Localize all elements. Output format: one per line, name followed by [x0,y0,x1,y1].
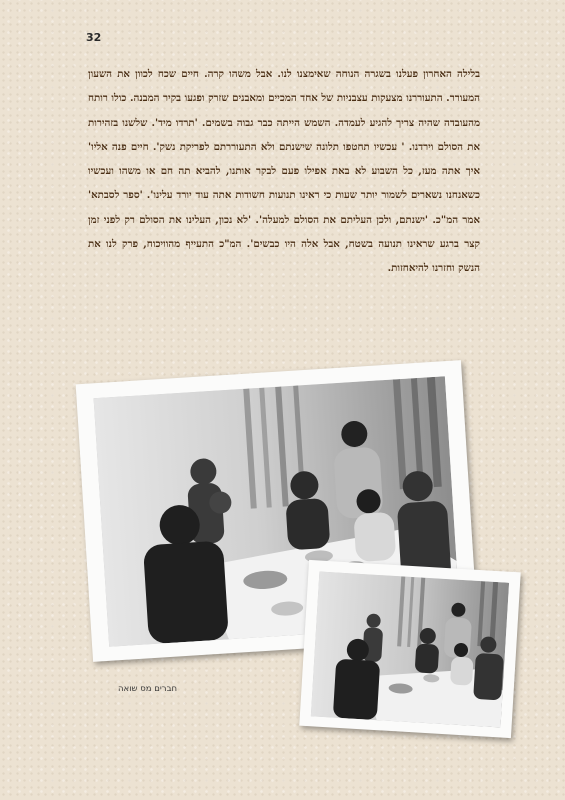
group-photo-small-image [311,571,509,727]
page-number: 32 [86,31,102,44]
body-text: בלילה האחרון פעלנו בשגרה הנוחה שאימצנו לנו. אבל משהו קרה. חיים שכח לכוון את השעון המעורר. התעוררנו מצעקות עצבניות של אחד המכיים ומאבנים שזרק ופגעו בקיר המבנה. כולו רותח מהעובדה שהיה צריך להגיע לעמדה. השמש הייתה כבר גבוה בשמים. 'תרדו מיד'. שלשנו בזהירות את הסולם וירדנו. ' עכשיו תחטפו תלונה שישנתם ולא התעוררתם לפריקת נשק'. חיים פנה אליו' איך אתה מעז, כל השבוע לא באת אפילו פעם לבקר אותנו, להביא תה חם או משהו ועכשיו כשאנחנו נשארים לשמור יותר שעות כי ראינו תנועות חשודות אתה עוד יורד עלינו'. 'ספר לסבתא' אמר המ"כ. 'ישנתם, ולכן העליתם את הסולם למעלה'. 'לא נכון, העלינו את הסולם רק לפני זמן קצר ברגע שראינו תנועה בשטח, אבל אלה היו כבשים'. המ"כ התעייף מהוויכוח, פרק לנו את הנשק וחזרנו להיאחזות. [88,68,480,275]
photo-caption: חברים מס שואה [118,684,178,694]
group-photo-small [299,560,520,738]
